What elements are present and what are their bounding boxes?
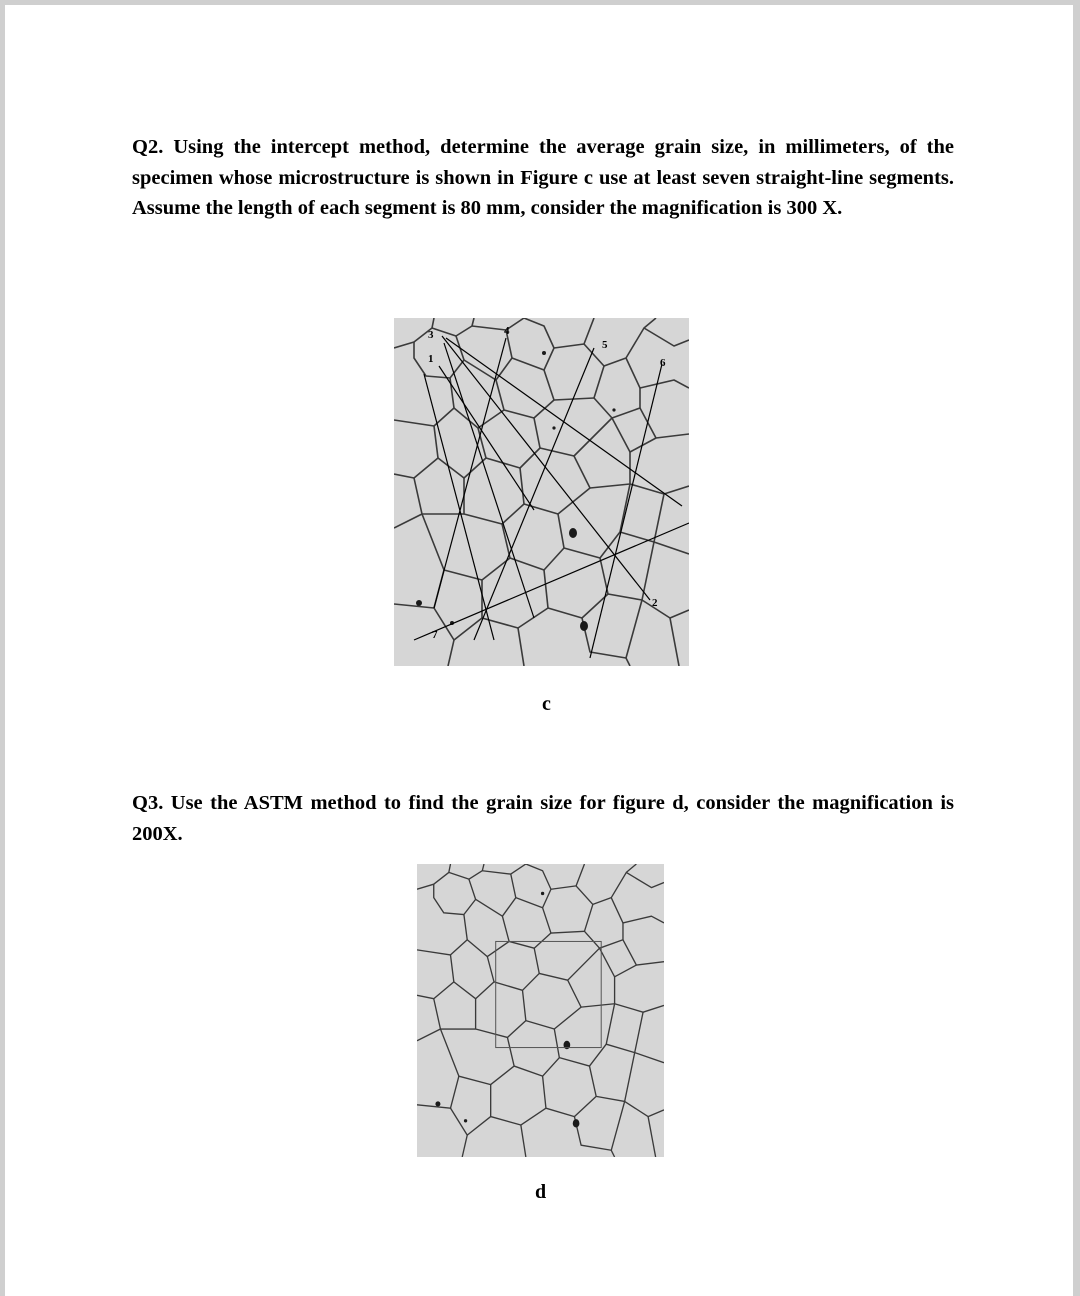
figure-d-caption: d xyxy=(535,1181,547,1203)
segment-label-7: 7 xyxy=(432,629,438,641)
figure-c-caption: c xyxy=(542,693,551,715)
question-2-text: Q2. Using the intercept method, determine the average grain size, in millimeters, of the specimen whose microstructure is shown in Figure c use at least seven straight-line segments. Assume the length of each segment is 80 mm, consider the magnification is 300 X. xyxy=(132,136,954,219)
figure-d-micrograph xyxy=(417,864,664,1157)
segment-label-5: 5 xyxy=(602,339,608,351)
question-3-text: Q3. Use the ASTM method to find the grain size for figure d, consider the magnification is 200X. xyxy=(132,792,954,845)
segment-label-6: 6 xyxy=(660,357,666,369)
segment-label-1: 1 xyxy=(428,353,434,365)
figure-c-micrograph xyxy=(394,318,689,666)
document-page xyxy=(5,5,1073,1296)
segment-label-3: 3 xyxy=(428,329,434,341)
segment-label-2: 2 xyxy=(652,597,658,609)
segment-label-4: 4 xyxy=(504,325,510,337)
